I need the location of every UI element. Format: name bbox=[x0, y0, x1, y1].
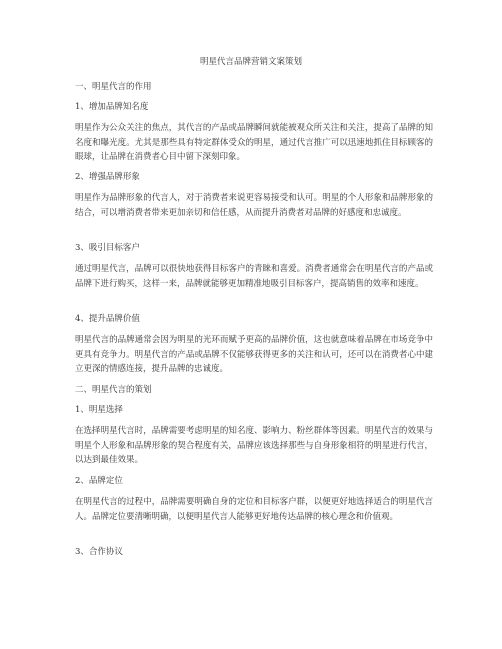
subsection-heading: 3、合作协议 bbox=[75, 547, 123, 557]
paragraph: 明星作为品牌形象的代言人，对于消费者来说更容易接受和认可。明星的个人形象和品牌形象的结合，可以增消费者带来更加亲切和信任感，从而提升消费者对品牌的好感度和忠诚度。 bbox=[75, 193, 433, 218]
section-heading: 一、明星代言的作用 bbox=[75, 82, 152, 92]
section-heading: 二、明星代言的策划 bbox=[75, 385, 152, 395]
paragraph: 在选择明星代言时，品牌需要考虑明星的知名度、影响力、粉丝群体等因素。明星代言的效果与明星个人形象和品牌形象的契合程度有关，品牌应该选择那些与自身形象相符的明星进行代言，以达到最佳效果。 bbox=[75, 426, 433, 465]
subsection-heading: 2、增强品牌形象 bbox=[75, 172, 140, 182]
document-title: 明星代言品牌营销文案策划 bbox=[199, 57, 302, 67]
subsection-heading: 4、提升品牌价值 bbox=[75, 314, 140, 324]
subsection-heading: 1、明星选择 bbox=[75, 405, 123, 415]
subsection-heading: 3、吸引目标客户 bbox=[75, 243, 140, 253]
paragraph: 通过明星代言，品牌可以很快地获得目标客户的青睐和喜爱。消费者通常会在明星代言的产品或品牌下进行购买，这样一来，品牌就能够更加精准地吸引目标客户，提高销售的效率和速度。 bbox=[75, 264, 433, 289]
paragraph: 在明星代言的过程中，品牌需要明确自身的定位和目标客户群，以便更好地选择适合的明星代言人。品牌定位要清晰明确，以便明星代言人能够更好地传达品牌的核心理念和价值观。 bbox=[75, 497, 433, 522]
paragraph: 明星作为公众关注的焦点，其代言的产品或品牌瞬间就能被观众所关注和关注，提高了品牌的知名度和曝光度。尤其是那些具有特定群体受众的明星，通过代言推广可以迅速地抓住目标顾客的眼球，让品牌在消费者心目中留下深刻印象。 bbox=[75, 123, 433, 162]
paragraph: 明星代言的品牌通常会因为明星的光环而赋予更高的品牌价值，这也就意味着品牌在市场竞争中更具有竞争力。明星代言的产品或品牌不仅能够获得更多的关注和认可，还可以在消费者心中建立更深的情感连接，提升品牌的忠诚度。 bbox=[75, 335, 433, 374]
subsection-heading: 1、增加品牌知名度 bbox=[75, 102, 149, 112]
subsection-heading: 2、品牌定位 bbox=[75, 476, 123, 486]
